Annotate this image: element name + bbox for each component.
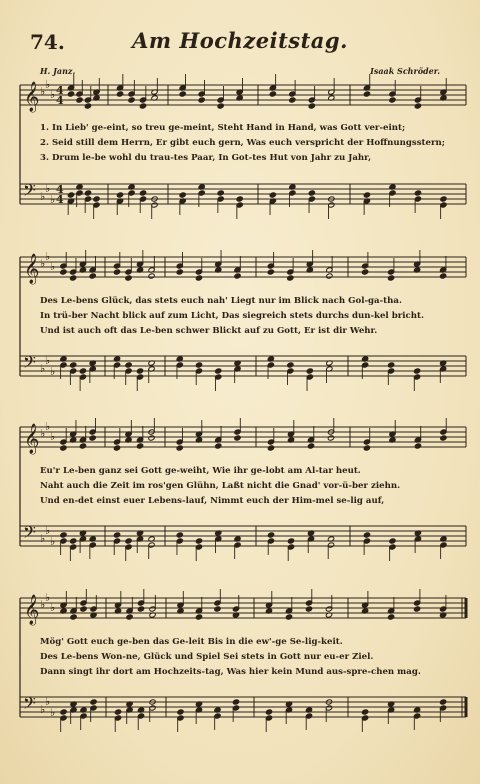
time-signature-top: 4 [56,84,64,97]
note-head [80,606,87,612]
flat-icon: ♭ [45,250,51,263]
note-head [125,362,132,368]
note-head [84,190,91,196]
lyrics-system-2 [40,294,456,339]
note-head [232,699,239,705]
note-head [126,614,133,620]
treble-clef-icon: 𝄞 [24,254,40,284]
note-head [148,435,155,441]
note-head [93,196,100,202]
lyric-verse-1: Eu'r Le-ben ganz sei Gott ge-weiht, Wie ihr ge-lobt am Al-tar heut. [40,466,361,476]
flat-icon: ♭ [45,420,51,433]
note-head [60,269,67,275]
note-head [89,273,96,279]
note-head [305,606,312,612]
note-head [414,190,421,196]
flat-icon: ♭ [50,365,56,378]
note-head [287,362,294,368]
lyric-verse-2: Naht auch die Zeit im ros'gen Glühn, Laßt nicht die Gnad' vor-ü-ber ziehn. [40,481,401,491]
flat-icon: ♭ [45,591,51,604]
lyric-verse-3: Und en-det einst euer Lebens-lauf, Nimmt euch der Him-mel se-lig auf, [40,496,385,506]
note-head [363,532,370,538]
note-head [285,614,292,620]
note-head [136,368,143,374]
bass-clef-icon: 𝄢 [23,522,36,546]
note-head [116,91,123,97]
note-head [79,368,86,374]
note-head [440,435,447,441]
flat-icon: ♭ [40,703,46,716]
bass-clef-icon: 𝄢 [23,693,36,717]
note-head [113,532,120,538]
note-head [440,196,447,202]
lyric-verse-2: In trü-ber Nacht blick auf zum Licht, Das siegreich stets durchs dun-kel bricht. [40,311,424,321]
note-head [287,275,294,281]
note-head [60,709,67,715]
lyric-verse-3: Und ist auch oft das Le-ben schwer Blickt auf zu Gott, Er ist dir Wehr. [40,326,378,336]
note-head [265,709,272,715]
lyrics-system-1 [40,121,456,166]
treble-clef-icon: 𝄞 [24,82,40,112]
note-head [388,362,395,368]
flat-icon: ♭ [40,532,46,545]
note-head [148,273,155,279]
flat-icon: ♭ [45,78,51,91]
note-head [195,275,202,281]
note-head [90,699,97,705]
note-head [70,275,77,281]
bass-clef-icon: 𝄢 [23,180,36,204]
note-head [113,269,120,275]
note-head [60,445,67,451]
hymn-number: 74. [30,30,65,54]
lyric-verse-1: Mög' Gott euch ge-ben das Ge-leit Bis in die ew'-ge Se-lig-keit. [40,637,343,647]
note-head [267,269,274,275]
note-head [125,538,132,544]
note-head [326,273,333,279]
flat-icon: ♭ [45,354,51,367]
note-head [84,103,91,109]
flat-icon: ♭ [50,260,56,273]
note-head [362,709,369,715]
note-head [67,192,74,198]
composer-credit: H. Janz. [40,66,76,76]
flat-icon: ♭ [50,706,56,719]
note-head [125,275,132,281]
note-head [139,190,146,196]
note-head [440,699,447,705]
time-signature-top: 4 [56,183,64,196]
note-head [195,538,202,544]
note-head [414,606,421,612]
note-head [289,97,296,103]
lyric-verse-3: 3. Drum le-be wohl du trau-tes Paar, In Got-tes Hut von Jahr zu Jahr, [40,153,372,163]
note-head [76,97,83,103]
note-head [306,368,313,374]
note-head [308,190,315,196]
note-head [269,192,276,198]
note-head [214,606,221,612]
note-head [217,190,224,196]
note-head [363,192,370,198]
note-head [70,614,77,620]
lyric-verse-2: 2. Seid still dem Herrn, Er gibt euch gern, Was euch verspricht der Hoffnungsstern; [40,138,445,148]
lyric-verse-1: 1. In Lieb' ge-eint, so treu ge-meint, Steht Hand in Hand, was Gott ver-eint; [40,123,406,133]
lyrics-system-3 [40,464,456,509]
treble-clef-icon: 𝄞 [24,424,40,454]
note-head [362,269,369,275]
note-head [287,538,294,544]
flat-icon: ♭ [40,85,46,98]
note-head [137,606,144,612]
note-head [176,532,183,538]
note-head [414,443,421,449]
flat-icon: ♭ [50,193,56,206]
note-head [414,368,421,374]
note-head [388,614,395,620]
flat-icon: ♭ [50,430,56,443]
flat-icon: ♭ [45,182,51,195]
note-head [363,445,370,451]
note-head [327,435,334,441]
note-head [176,269,183,275]
flat-icon: ♭ [50,601,56,614]
note-head [307,443,314,449]
note-head [176,445,183,451]
flat-icon: ♭ [45,695,51,708]
note-head [267,532,274,538]
hymn-title: Am Hochzeitstag. [132,28,348,53]
treble-clef-icon: 𝄞 [24,595,40,625]
flat-icon: ♭ [50,535,56,548]
note-head [139,103,146,109]
note-head [217,103,224,109]
note-head [89,435,96,441]
note-head [215,443,222,449]
note-head [195,614,202,620]
note-head [414,103,421,109]
note-head [234,273,241,279]
lyric-verse-3: Dann singt ihr dort am Hochzeits-tag, Was hier kein Mund aus-spre-chen mag. [40,667,421,677]
note-head [267,445,274,451]
note-head [177,709,184,715]
note-head [70,538,77,544]
flat-icon: ♭ [45,524,51,537]
note-head [389,97,396,103]
flat-icon: ♭ [50,88,56,101]
note-head [215,368,222,374]
note-head [388,275,395,281]
note-head [179,192,186,198]
note-head [308,103,315,109]
note-head [198,97,205,103]
bass-clef-icon: 𝄢 [23,352,36,376]
flat-icon: ♭ [40,190,46,203]
note-head [363,91,370,97]
flat-icon: ♭ [40,427,46,440]
lyric-verse-1: Des Le-bens Glück, das stets euch nah' Liegt nur im Blick nach Gol-ga-tha. [40,296,402,306]
note-head [70,362,77,368]
note-head [60,532,67,538]
time-signature-bottom: 4 [56,94,64,107]
note-head [179,91,186,97]
note-head [114,709,121,715]
note-head [269,91,276,97]
flat-icon: ♭ [40,598,46,611]
flat-icon: ♭ [40,362,46,375]
note-head [234,435,241,441]
note-head [116,192,123,198]
note-head [113,445,120,451]
note-head [195,362,202,368]
note-head [389,538,396,544]
note-head [128,97,135,103]
lyricist-credit: Isaak Schröder. [370,66,440,76]
note-head [440,273,447,279]
flat-icon: ♭ [40,257,46,270]
lyrics-system-4 [40,635,456,680]
note-head [236,196,243,202]
lyric-verse-2: Des Le-bens Won-ne, Glück und Spiel Sei stets in Gott nur eu-er Ziel. [40,652,374,662]
time-signature-bottom: 4 [56,193,64,206]
note-head [67,91,74,97]
note-head [79,443,86,449]
note-head [136,443,143,449]
